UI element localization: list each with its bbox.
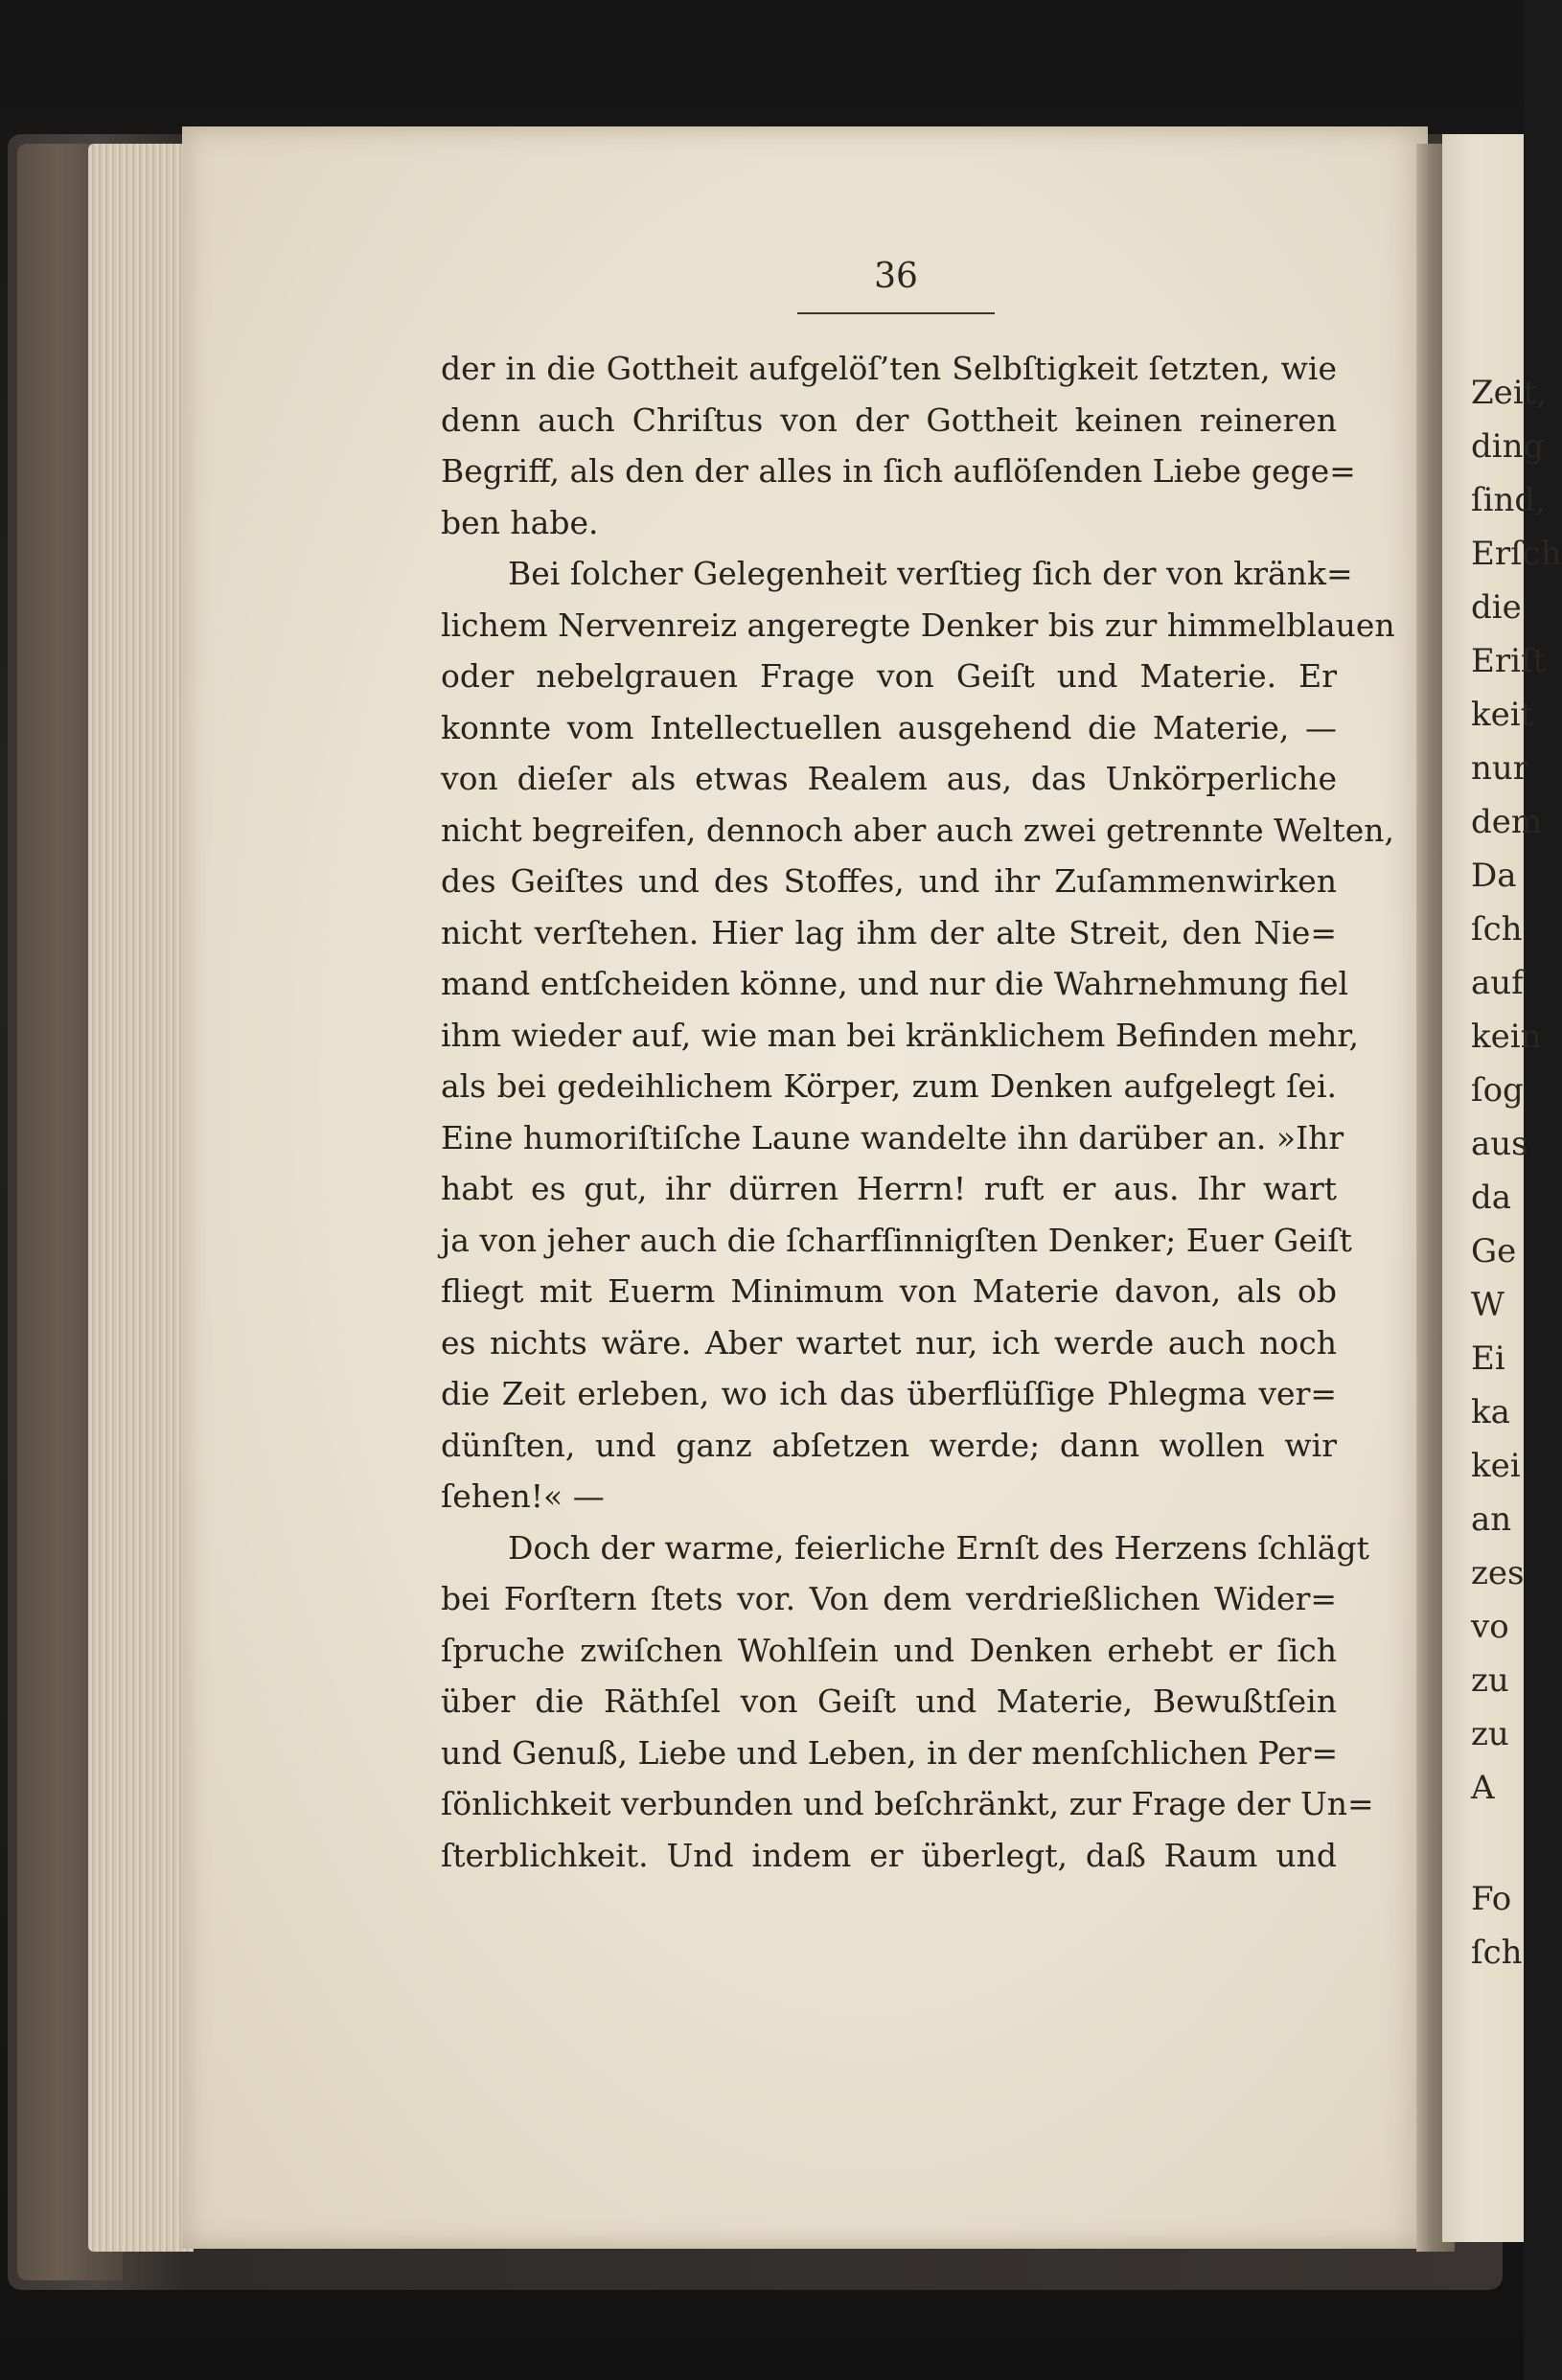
text-line: dünſten, und ganz abſetzen werde; dann wollen wir xyxy=(441,1426,1337,1464)
facing-text-fragment: zu xyxy=(1471,1715,1509,1753)
facing-text-fragment: W xyxy=(1471,1286,1505,1324)
facing-text-fragment: zu xyxy=(1471,1661,1509,1700)
facing-text-fragment: nur xyxy=(1471,749,1529,788)
text-line: ſpruche zwiſchen Wohlſein und Denken erhebt er ſich xyxy=(441,1631,1337,1669)
text-line: ſönlichkeit verbunden und beſchränkt, zur Frage der Un= xyxy=(441,1785,1374,1822)
text-line: habt es gut, ihr dürren Herrn! ruft er aus. Ihr wart xyxy=(441,1170,1337,1207)
text-line: über die Räthſel von Geiſt und Materie, Bewußtſein xyxy=(441,1682,1337,1720)
facing-text-fragment: kei xyxy=(1471,1447,1521,1485)
page-stack xyxy=(88,144,194,2252)
facing-text-fragment: zes xyxy=(1471,1554,1525,1592)
text-line: ja von jeher auch die ſcharfſinnigſten Denker; Euer Geiſt xyxy=(441,1221,1352,1259)
facing-text-fragment: vo xyxy=(1471,1608,1509,1646)
text-line: des Geiſtes und des Stoffes, und ihr Zuſammenwirken xyxy=(441,862,1337,900)
facing-text-fragment: ſch xyxy=(1471,1934,1523,1972)
text-line: denn auch Chriſtus von der Gottheit keinen reineren xyxy=(441,400,1337,439)
facing-text-fragment: auf xyxy=(1471,964,1524,1002)
facing-text-fragment: Da xyxy=(1471,857,1517,895)
facing-text-fragment: ſind, xyxy=(1471,481,1546,519)
facing-text-fragment: an xyxy=(1471,1500,1512,1539)
facing-text-fragment: ding xyxy=(1471,427,1545,466)
body-text xyxy=(441,343,1395,1881)
text-line: lichem Nervenreiz angeregte Denker bis zur himmelblauen xyxy=(441,606,1395,644)
text-line: als bei gedeihlichem Körper, zum Denken aufgelegt ſei. xyxy=(441,1067,1337,1105)
facing-text-fragment: aus xyxy=(1471,1125,1528,1163)
facing-text-fragment: Fo xyxy=(1471,1880,1512,1918)
facing-text-fragment: dem xyxy=(1471,803,1543,841)
facing-text-fragment: kein xyxy=(1471,1018,1542,1056)
facing-text-fragment: ſog xyxy=(1471,1071,1524,1110)
facing-text-fragment: die xyxy=(1471,588,1522,627)
text-line: konnte vom Intellectuellen ausgehend die Materie, — xyxy=(441,708,1337,746)
header-rule xyxy=(797,312,995,314)
text-line: es nichts wäre. Aber wartet nur, ich werde auch noch xyxy=(441,1323,1337,1362)
facing-page-edge xyxy=(1442,134,1562,2242)
text-line: bei Forſtern ſtets vor. Von dem verdrießlichen Wider= xyxy=(441,1580,1337,1617)
text-line: der in die Gottheit aufgelöſ’ten Selbſtigkeit ſetzten, wie xyxy=(441,350,1337,387)
text-line: Begriff, als den der alles in ſich auflöſenden Liebe gege= xyxy=(441,452,1356,490)
text-line: Bei ſolcher Gelegenheit verſtieg ſich der von kränk= xyxy=(508,555,1353,592)
text-line: ſehen!« — xyxy=(441,1477,605,1515)
text-line: ihm wieder auf, wie man bei kränklichem Befinden mehr, xyxy=(441,1016,1360,1054)
text-line: ben habe. xyxy=(441,503,599,541)
facing-text-fragment: Zeit, xyxy=(1471,374,1548,412)
text-line: Doch der warme, feierliche Ernſt des Herzens ſchlägt xyxy=(508,1528,1369,1567)
text-line: nicht verſtehen. Hier lag ihm der alte Streit, den Nie= xyxy=(441,913,1337,951)
facing-text-fragment: keit xyxy=(1471,696,1534,734)
text-line: die Zeit erleben, wo ich das überflüſſige Phlegma ver= xyxy=(441,1375,1337,1412)
text-line: oder nebelgrauen Frage von Geiſt und Materie. Er xyxy=(441,657,1337,695)
facing-text-fragment: Ge xyxy=(1471,1232,1517,1270)
text-line: von dieſer als etwas Realem aus, das Unkörperliche xyxy=(441,760,1337,797)
text-line: mand entſcheiden könne, und nur die Wahrnehmung fiel xyxy=(441,965,1349,1002)
text-line: und Genuß, Liebe und Leben, in der menſchlichen Per= xyxy=(441,1733,1339,1772)
text-line: ſterblichkeit. Und indem er überlegt, daß Raum und xyxy=(441,1836,1337,1874)
facing-text-fragment: ka xyxy=(1471,1393,1510,1431)
text-line: nicht begreifen, dennoch aber auch zwei getrennte Welten, xyxy=(441,811,1394,849)
text-line: fliegt mit Euerm Minimum von Materie davon, als ob xyxy=(441,1272,1337,1310)
facing-text-fragment: Ei xyxy=(1471,1339,1505,1378)
facing-text-fragment: Eriſt xyxy=(1471,642,1547,680)
page-number: 36 xyxy=(874,257,918,296)
facing-text-fragment: da xyxy=(1471,1179,1512,1217)
text-line: Eine humoriſtiſche Laune wandelte ihn darüber an. »Ihr xyxy=(441,1118,1344,1156)
facing-text-fragment: Erſch xyxy=(1471,535,1562,573)
facing-text-fragment: ſch xyxy=(1471,910,1523,949)
facing-text-fragment: A xyxy=(1471,1769,1495,1807)
